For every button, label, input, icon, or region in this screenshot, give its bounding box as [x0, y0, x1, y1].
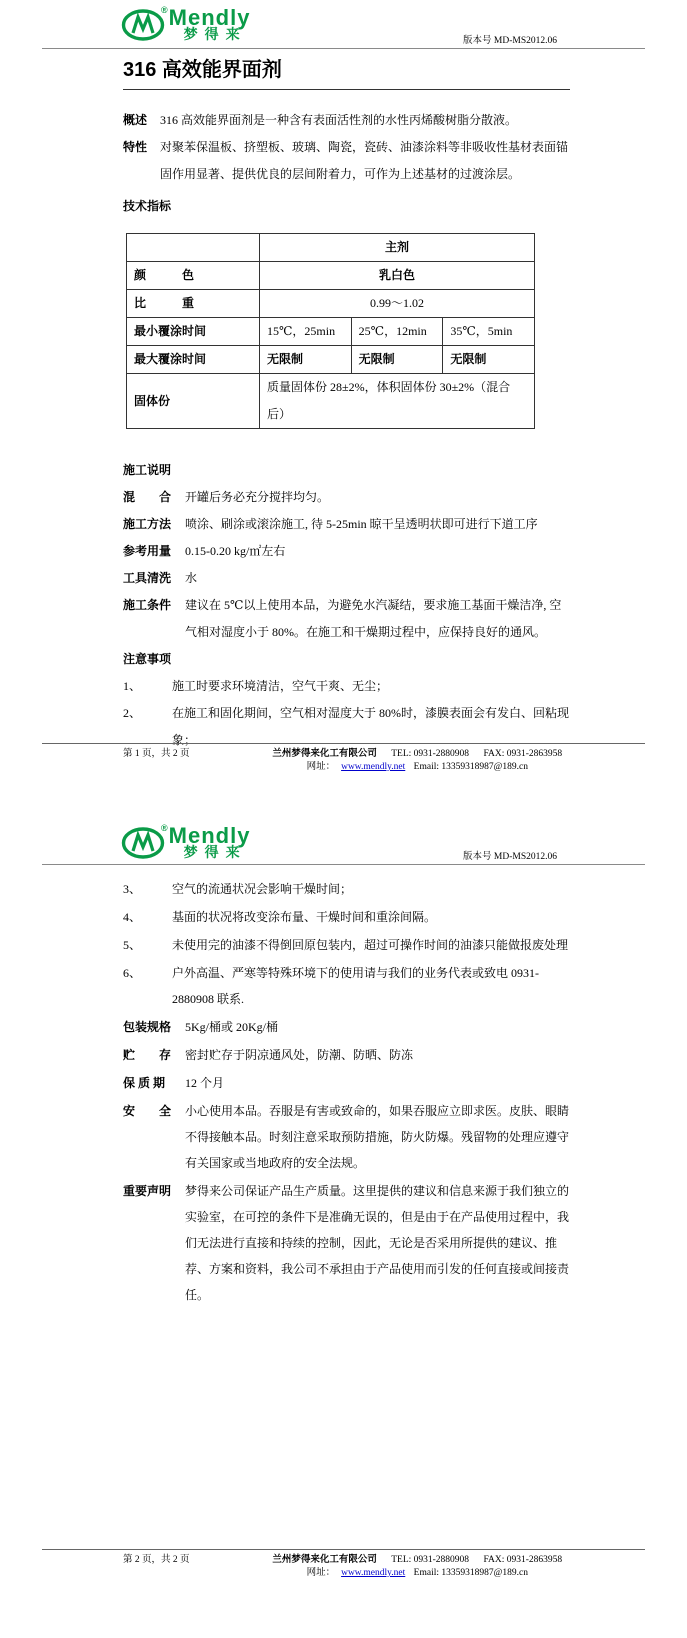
storage-label: 贮 存: [123, 1048, 172, 1062]
company-fax: FAX: 0931-2863958: [483, 749, 563, 759]
website-label: 网址：: [306, 1568, 336, 1578]
mixing-text: 开罐后务必充分搅拌均匀。: [185, 490, 330, 504]
safety-label: 安 全: [123, 1104, 172, 1118]
company-email: Email: 13359318987@189.cn: [413, 1568, 528, 1578]
note-number: 4、: [123, 910, 142, 924]
spec-col-header: 主剂: [260, 234, 535, 262]
website-link[interactable]: www.mendly.net: [341, 1568, 406, 1578]
company-name: 兰州梦得来化工有限公司: [272, 749, 377, 759]
note-text: 施工时要求环境清洁，空气干爽、无尘；: [172, 679, 389, 693]
overview-label: 概述: [123, 113, 148, 127]
spec-color-label: 颜 色: [127, 262, 260, 290]
tech-spec-heading: 技术指标: [123, 199, 172, 213]
company-tel: TEL: 0931-2880908: [391, 1555, 470, 1565]
registered-trademark-icon: ®: [161, 5, 168, 15]
brand-text: [169, 7, 251, 43]
feature-label: 特性: [123, 140, 148, 154]
page1-footer: [42, 743, 645, 774]
cleaning-text: 水: [185, 571, 198, 585]
packing-label: 包装规格: [123, 1020, 172, 1034]
brand-text: [169, 825, 251, 861]
company-info: [190, 748, 645, 774]
tech-spec-table: [126, 233, 535, 429]
note-number: 6、: [123, 966, 142, 980]
page-2: [0, 825, 687, 1638]
header-divider: [42, 864, 645, 865]
row-feature: [123, 134, 570, 188]
company-email: Email: 13359318987@189.cn: [413, 762, 528, 772]
construction-heading: 施工说明: [123, 463, 172, 477]
mixing-label: 混 合: [123, 490, 172, 504]
row-conditions: [123, 592, 570, 646]
note-item-1: [123, 673, 570, 700]
table-row: [127, 262, 535, 290]
row-safety: [123, 1098, 570, 1176]
table-row: [127, 346, 535, 374]
note-number: 1、: [123, 679, 142, 693]
note-item-4: [123, 904, 570, 930]
spec-max-recoat-3: 无限制: [443, 346, 535, 374]
version-number: 版本号 MD-MS2012.06: [463, 36, 557, 46]
note-text: 未使用完的油漆不得倒回原包装内，超过可操作时间的油漆只能做报废处理: [172, 938, 569, 952]
conditions-text: 建议在 5℃以上使用本品，为避免水汽凝结，要求施工基面干燥洁净, 空气相对湿度小于 80%。在施工和干燥期过程中，应保持良好的通风。: [185, 598, 562, 639]
page-number: 第 2 页，共 2 页: [123, 1555, 190, 1565]
company-name: 兰州梦得来化工有限公司: [272, 1555, 377, 1565]
version-number: 版本号 MD-MS2012.06: [463, 852, 557, 862]
company-tel: TEL: 0931-2880908: [391, 749, 470, 759]
conditions-label: 施工条件: [123, 598, 172, 612]
spec-corner-cell: [127, 234, 260, 262]
note-item-6: [123, 960, 570, 1012]
page1-content: [123, 57, 570, 754]
spec-solids-label: 固体份: [127, 374, 260, 429]
note-text: 空气的流通状况会影响干燥时间；: [172, 882, 353, 896]
row-mixing: [123, 484, 570, 511]
shelf-life-label: 保 质 期: [123, 1076, 166, 1090]
row-packing: [123, 1014, 570, 1040]
shelf-life-text: 12 个月: [185, 1076, 225, 1090]
packing-text: 5Kg/桶或 20Kg/桶: [185, 1020, 279, 1034]
registered-trademark-icon: ®: [161, 823, 168, 833]
method-text: 喷涂、刷涂或滚涂施工, 待 5-25min 晾干呈透明状即可进行下道工序: [185, 517, 538, 531]
note-item-3: [123, 876, 570, 902]
note-item-5: [123, 932, 570, 958]
page-1: [0, 0, 687, 800]
statement-text: 梦得来公司保证产品生产质量。这里提供的建议和信息来源于我们独立的实验室，在可控的条件下是准确无误的，但是由于在产品使用过程中，我们无法进行直接和持续的控制，因此，无论是否采用所提供的建议、推荐、方案和资料，我公司不承担由于产品使用而引发的任何直接或间接责任。: [185, 1184, 570, 1302]
row-storage: [123, 1042, 570, 1068]
website-link[interactable]: www.mendly.net: [341, 762, 406, 772]
spec-max-recoat-1: 无限制: [260, 346, 352, 374]
website-label: 网址：: [306, 762, 336, 772]
storage-text: 密封贮存于阴凉通风处，防潮、防晒、防冻: [185, 1048, 414, 1062]
header-divider: [42, 48, 645, 49]
note-number: 3、: [123, 882, 142, 896]
company-info: [190, 1554, 645, 1580]
brand-name-en: Mendly: [168, 823, 251, 848]
note-number: 2、: [123, 706, 142, 720]
spec-min-recoat-label: 最小覆涂时间: [127, 318, 260, 346]
table-row: [127, 318, 535, 346]
row-dosage: [123, 538, 570, 565]
page-number: 第 1 页，共 2 页: [123, 749, 190, 759]
spec-min-recoat-15c: 15℃，25min: [260, 318, 352, 346]
row-overview: [123, 107, 570, 134]
table-row: [127, 234, 535, 262]
spec-gravity-value: 0.99～1.02: [260, 290, 535, 318]
note-text: 在施工和固化期间，空气相对湿度大于 80%时，漆膜表面会有发白、回粘现象；: [172, 706, 569, 747]
page2-footer: [42, 1549, 645, 1580]
spec-max-recoat-label: 最大覆涂时间: [127, 346, 260, 374]
overview-text: 316 高效能界面剂是一种含有表面活性剂的水性丙烯酸树脂分散液。: [160, 113, 518, 127]
row-shelf-life: [123, 1070, 570, 1096]
row-cleaning: [123, 565, 570, 592]
note-text: 基面的状况将改变涂布量、干燥时间和重涂间隔。: [172, 910, 437, 924]
spec-min-recoat-35c: 35℃，5min: [443, 318, 535, 346]
feature-text: 对聚苯保温板、挤塑板、玻璃、陶瓷，瓷砖、油漆涂料等非吸收性基材表面锚固作用显著、提供优良的层间附着力，可作为上述基材的过渡涂层。: [160, 140, 569, 181]
spec-color-value: 乳白色: [260, 262, 535, 290]
statement-label: 重要声明: [123, 1184, 172, 1198]
dosage-label: 参考用量: [123, 544, 172, 558]
row-method: [123, 511, 570, 538]
spec-max-recoat-2: 无限制: [351, 346, 443, 374]
cleaning-label: 工具清洗: [123, 571, 172, 585]
product-title: 316 高效能界面剂: [123, 57, 570, 90]
brand-name-cn: 梦得来: [183, 28, 247, 43]
dosage-text: 0.15-0.20 kg/㎡左右: [185, 544, 286, 558]
page2-content: [123, 876, 570, 1310]
spec-min-recoat-25c: 25℃，12min: [351, 318, 443, 346]
table-row: [127, 374, 535, 429]
spec-solids-value: 质量固体份 28±2%，体积固体份 30±2%（混合后）: [260, 374, 535, 429]
brand-name-cn: 梦得来: [183, 846, 247, 861]
mendly-logo: [121, 7, 250, 43]
brand-name-en: Mendly: [168, 5, 251, 30]
note-text: 户外高温、严寒等特殊环境下的使用请与我们的业务代表或致电 0931-2880908 联系.: [172, 966, 539, 1006]
company-fax: FAX: 0931-2863958: [483, 1555, 563, 1565]
spec-gravity-label: 比 重: [127, 290, 260, 318]
notes-heading: 注意事项: [123, 652, 172, 666]
safety-text: 小心使用本品。吞服是有害或致命的，如果吞服应立即求医。皮肤、眼睛不得接触本品。时刻注意采取预防措施，防火防爆。残留物的处理应遵守有关国家或当地政府的安全法规。: [185, 1104, 570, 1170]
table-row: [127, 290, 535, 318]
mendly-logo: [121, 825, 250, 861]
note-number: 5、: [123, 938, 142, 952]
method-label: 施工方法: [123, 517, 172, 531]
row-statement: [123, 1178, 570, 1308]
